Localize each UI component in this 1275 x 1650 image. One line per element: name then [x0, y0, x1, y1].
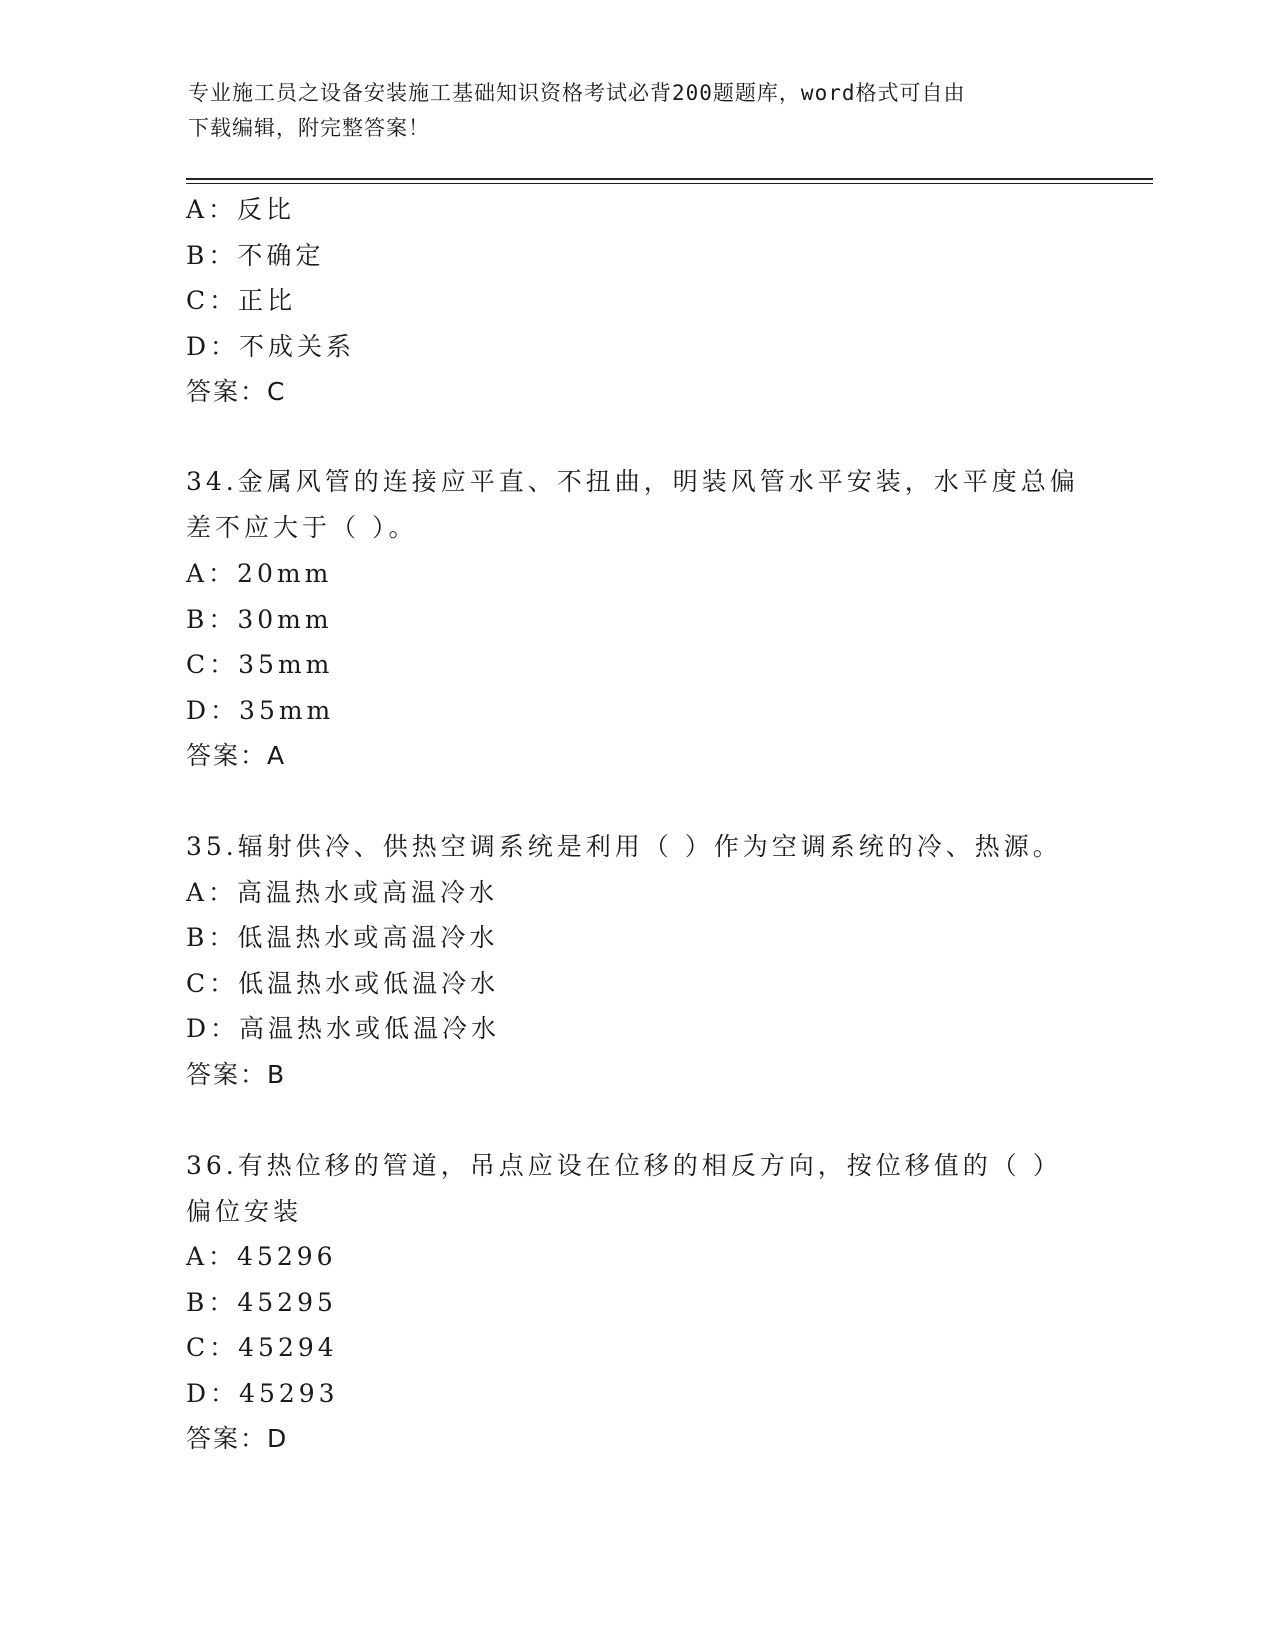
header-divider-thick — [186, 178, 1153, 180]
q34-option-a: A：20mm — [186, 559, 333, 588]
answer-label: 答案： — [186, 1424, 268, 1453]
q35-option-c: C：低温热水或低温冷水 — [186, 969, 500, 998]
q35-stem-line-1: 35.辐射供冷、供热空调系统是利用（ ）作为空调系统的冷、热源。 — [186, 832, 1062, 861]
answer-label: 答案： — [186, 741, 268, 770]
answer-value: A — [267, 741, 285, 770]
q36-stem-line-1: 36.有热位移的管道，吊点应设在位移的相反方向，按位移值的（ ） — [186, 1151, 1062, 1180]
q36-stem-line-2: 偏位安装 — [186, 1197, 303, 1226]
q36-option-a: A：45296 — [186, 1242, 337, 1271]
q35-option-d: D：高温热水或低温冷水 — [186, 1014, 501, 1043]
answer-label: 答案： — [186, 1060, 268, 1089]
header-line-2: 下载编辑，附完整答案！ — [188, 116, 430, 140]
answer-value: B — [267, 1060, 285, 1089]
q34-stem-line-1: 34.金属风管的连接应平直、不扭曲，明装风管水平安装，水平度总偏 — [186, 467, 1079, 496]
q33-option-a: A：反比 — [186, 195, 296, 224]
header-divider-thin — [186, 183, 1153, 184]
q35-option-a: A：高温热水或高温冷水 — [186, 878, 499, 907]
answer-value: C — [267, 377, 285, 406]
header-line-1: 专业施工员之设备安装施工基础知识资格考试必背200题题库，word格式可自由 — [188, 81, 966, 105]
q34-option-b: B：30mm — [186, 605, 333, 634]
q35-answer — [186, 1059, 284, 1091]
q36-option-c: C：45294 — [186, 1333, 338, 1362]
q33-option-d: D：不成关系 — [186, 332, 356, 361]
q33-option-b: B：不确定 — [186, 241, 325, 270]
document-header — [188, 76, 1068, 146]
q35-option-b: B：低温热水或高温冷水 — [186, 923, 499, 952]
q36-option-b: B：45295 — [186, 1288, 337, 1317]
answer-label: 答案： — [186, 377, 268, 406]
q34-option-d: D：35mm — [186, 696, 335, 725]
q34-answer — [186, 740, 284, 772]
q33-answer — [186, 376, 284, 408]
q36-option-d: D：45293 — [186, 1379, 339, 1408]
q33-option-c: C：正比 — [186, 286, 297, 315]
q34-stem-line-2: 差不应大于（ ）。 — [186, 513, 418, 542]
q36-answer — [186, 1423, 286, 1455]
answer-value: D — [267, 1424, 287, 1453]
q34-option-c: C：35mm — [186, 650, 334, 679]
